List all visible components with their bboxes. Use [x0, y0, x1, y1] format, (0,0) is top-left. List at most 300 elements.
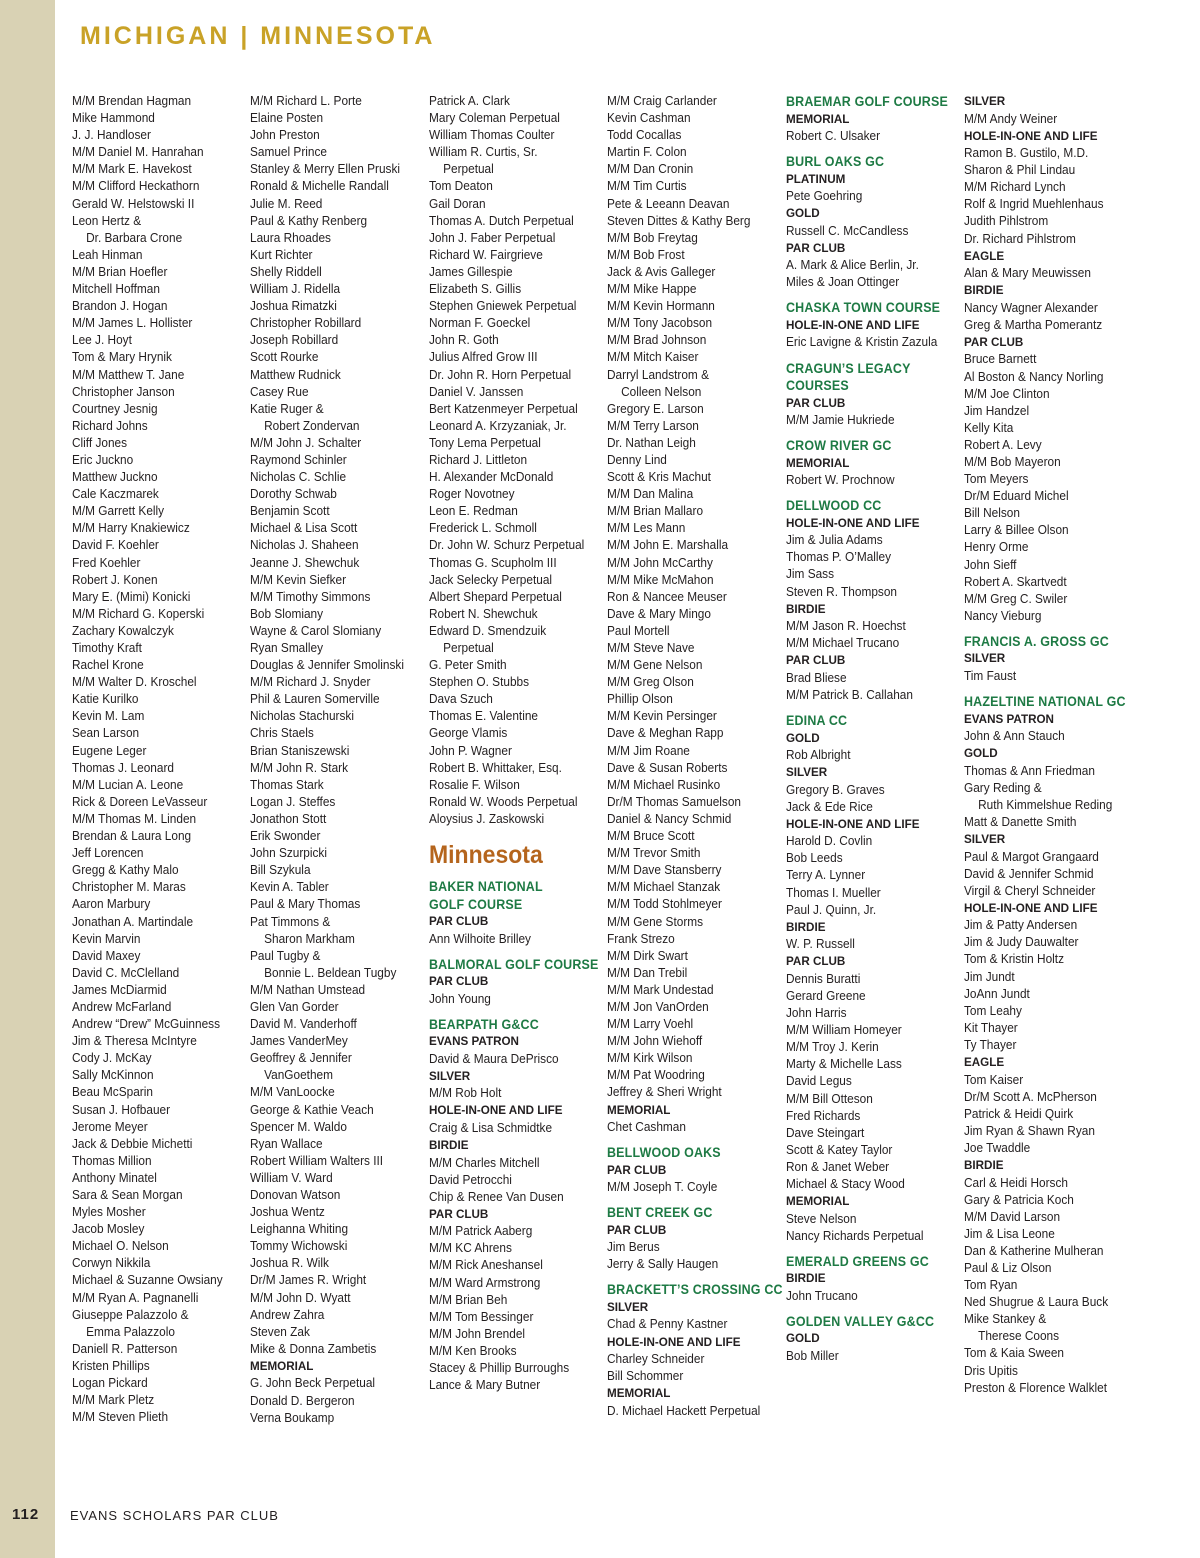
- donor-name: Tom & Mary Hrynik: [72, 350, 172, 365]
- donor-name: Kevin Marvin: [72, 931, 141, 946]
- donor-name: Leighanna Whiting: [250, 1222, 349, 1237]
- column-5: [786, 93, 962, 1365]
- giving-level-heading: BIRDIE: [786, 1271, 826, 1286]
- page-number: 112: [12, 1506, 40, 1523]
- donor-name: M/M David Larson: [964, 1209, 1061, 1224]
- donor-name: M/M John Wiehoff: [607, 1034, 703, 1049]
- giving-level-heading: HOLE-IN-ONE AND LIFE: [786, 816, 920, 831]
- donor-name: M/M Brian Mallaro: [607, 504, 704, 519]
- donor-name: Miles & Joan Ottinger: [786, 275, 900, 290]
- donor-name: Courtney Jesnig: [72, 401, 158, 416]
- donor-name: M/M Jason R. Hoechst: [786, 619, 906, 634]
- donor-name: John Young: [429, 991, 491, 1006]
- donor-name: Giuseppe Palazzolo &: [72, 1307, 189, 1322]
- donor-name: M/M Mark Pletz: [72, 1393, 155, 1408]
- donor-name: Tony Lema Perpetual: [429, 435, 541, 450]
- donor-name: Mary Coleman Perpetual: [429, 111, 560, 126]
- donor-name: Donald D. Bergeron: [250, 1393, 355, 1408]
- club-heading: FRANCIS A. GROSS GC: [964, 633, 1109, 649]
- donor-name: Jack Selecky Perpetual: [429, 572, 553, 587]
- donor-name: Denny Lind: [607, 452, 667, 467]
- donor-name: M/M Charles Mitchell: [429, 1155, 540, 1170]
- donor-name: Nancy Richards Perpetual: [786, 1228, 924, 1243]
- donor-name: Jim Ryan & Shawn Ryan: [964, 1123, 1095, 1138]
- donor-name: M/M Clifford Heckathorn: [72, 179, 200, 194]
- club-heading: BEARPATH G&CC: [429, 1016, 539, 1032]
- donor-name: Jim & Julia Adams: [786, 533, 883, 548]
- donor-name: Tom Leahy: [964, 1003, 1022, 1018]
- donor-name: Daniel & Nancy Schmid: [607, 811, 732, 826]
- donor-name: M/M Dan Cronin: [607, 162, 694, 177]
- donor-name: Ruth Kimmelshue Reding: [978, 797, 1113, 812]
- donor-name: Jack & Avis Galleger: [607, 264, 716, 279]
- donor-name: M/M Craig Carlander: [607, 94, 717, 108]
- donor-name: M/M Bob Mayeron: [964, 455, 1061, 469]
- donor-name: Zachary Kowalczyk: [72, 623, 174, 638]
- donor-name: Richard W. Fairgrieve: [429, 247, 543, 262]
- donor-name: Dave & Susan Roberts: [607, 760, 728, 775]
- giving-level-heading: EAGLE: [964, 1055, 1005, 1070]
- donor-name: M/M Tony Jacobson: [607, 316, 713, 331]
- donor-name: Eric Lavigne & Kristin Zazula: [786, 335, 938, 350]
- donor-name: Sara & Sean Morgan: [72, 1188, 183, 1202]
- donor-list-columns: [72, 93, 1192, 1493]
- donor-name: Christopher M. Maras: [72, 880, 186, 895]
- donor-name: Ty Thayer: [964, 1037, 1017, 1052]
- donor-name: Thomas I. Mueller: [786, 885, 881, 900]
- footer-publication-title: EVANS SCHOLARS PAR CLUB: [70, 1508, 279, 1523]
- club-heading: BURL OAKS GC: [786, 154, 885, 170]
- donor-name: Albert Shepard Perpetual: [429, 589, 562, 604]
- donor-name: Jerry & Sally Haugen: [607, 1257, 719, 1272]
- donor-name: Russell C. McCandless: [786, 223, 909, 238]
- donor-name: M/M William Homeyer: [786, 1023, 902, 1038]
- donor-name: Jacob Mosley: [72, 1222, 145, 1237]
- donor-name: M/M Jim Roane: [607, 743, 690, 758]
- donor-name: A. Mark & Alice Berlin, Jr.: [786, 258, 919, 273]
- donor-name: M/M Terry Larson: [607, 418, 699, 433]
- giving-level-heading: GOLD: [786, 1331, 820, 1346]
- donor-name: VanGoethem: [264, 1068, 333, 1083]
- donor-name: John Szurpicki: [250, 846, 327, 861]
- donor-name: M/M Richard L. Porte: [250, 94, 362, 108]
- donor-name: Chad & Penny Kastner: [607, 1317, 728, 1332]
- donor-name: Paul & Liz Olson: [964, 1260, 1052, 1275]
- donor-name: M/M Brendan Hagman: [72, 94, 192, 108]
- donor-name: Gregg & Kathy Malo: [72, 863, 179, 878]
- donor-name: Steven Dittes & Kathy Berg: [607, 213, 751, 228]
- donor-name: M/M Les Mann: [607, 521, 686, 536]
- donor-name: John P. Wagner: [429, 743, 512, 758]
- donor-name: Leonard A. Krzyzaniak, Jr.: [429, 418, 567, 433]
- donor-name: M/M Tom Bessinger: [429, 1309, 534, 1324]
- donor-name: Nicholas Stachurski: [250, 709, 354, 724]
- donor-name: David & Maura DePrisco: [429, 1051, 559, 1066]
- donor-name: Dr. Richard Pihlstrom: [964, 231, 1076, 246]
- page-margin-bar: [0, 0, 55, 1558]
- donor-name: M/M Greg Olson: [607, 675, 694, 690]
- donor-name: Dava Szuch: [429, 692, 493, 707]
- giving-level-heading: PAR CLUB: [786, 653, 846, 668]
- donor-name: John Trucano: [786, 1288, 858, 1303]
- donor-name: Emma Palazzolo: [86, 1324, 175, 1339]
- giving-level-heading: MEMORIAL: [786, 455, 850, 470]
- donor-name: M/M Rob Holt: [429, 1086, 502, 1101]
- donor-name: M/M Michael Rusinko: [607, 777, 721, 792]
- giving-level-heading: BIRDIE: [964, 283, 1004, 298]
- donor-name: William V. Ward: [250, 1170, 333, 1185]
- donor-name: Greg & Martha Pomerantz: [964, 317, 1103, 332]
- donor-name: Cliff Jones: [72, 435, 128, 450]
- donor-name: Verna Boukamp: [250, 1410, 335, 1425]
- donor-name: Matt & Danette Smith: [964, 814, 1077, 829]
- donor-name: Perpetual: [443, 162, 494, 177]
- donor-name: David C. McClelland: [72, 965, 180, 980]
- donor-name: Gail Doran: [429, 196, 486, 211]
- donor-name: M/M Mitch Kaiser: [607, 350, 699, 365]
- donor-name: Dave Steingart: [786, 1125, 865, 1140]
- club-heading: GOLDEN VALLEY G&CC: [786, 1313, 935, 1329]
- donor-name: M/M Tim Curtis: [607, 179, 687, 194]
- donor-name: M/M Daniel M. Hanrahan: [72, 145, 204, 160]
- giving-level-heading: BIRDIE: [964, 1158, 1004, 1172]
- donor-name: Charley Schneider: [607, 1352, 705, 1366]
- club-heading: HAZELTINE NATIONAL GC: [964, 694, 1126, 710]
- donor-name: Gary & Patricia Koch: [964, 1192, 1074, 1207]
- donor-name: M/M Richard J. Snyder: [250, 675, 371, 690]
- giving-level-heading: HOLE-IN-ONE AND LIFE: [786, 515, 920, 530]
- donor-name: M/M Kirk Wilson: [607, 1051, 693, 1066]
- donor-name: Chris Staels: [250, 726, 314, 741]
- donor-name: Susan J. Hofbauer: [72, 1102, 171, 1117]
- donor-name: Thomas Stark: [250, 777, 324, 792]
- donor-name: Gregory B. Graves: [786, 782, 885, 797]
- donor-name: Dorothy Schwab: [250, 487, 337, 502]
- giving-level-heading: SILVER: [964, 94, 1006, 108]
- donor-name: Chip & Renee Van Dusen: [429, 1189, 564, 1204]
- donor-name: Nancy Wagner Alexander: [964, 300, 1098, 315]
- donor-name: Carl & Heidi Horsch: [964, 1175, 1068, 1190]
- donor-name: James McDiarmid: [72, 982, 167, 997]
- donor-name: John R. Goth: [429, 333, 499, 348]
- donor-name: Brandon J. Hogan: [72, 299, 168, 314]
- donor-name: Lee J. Hoyt: [72, 333, 132, 348]
- donor-name: Craig & Lisa Schmidtke: [429, 1120, 553, 1135]
- donor-name: M/M Michael Stanzak: [607, 880, 721, 895]
- donor-name: Andrew “Drew” McGuinness: [72, 1017, 221, 1032]
- donor-name: Cody J. McKay: [72, 1051, 152, 1066]
- donor-name: Christopher Robillard: [250, 316, 362, 331]
- donor-name: Sean Larson: [72, 726, 140, 741]
- donor-name: Timothy Kraft: [72, 641, 142, 655]
- donor-name: Dr/M James R. Wright: [250, 1273, 367, 1288]
- donor-name: Ronald & Michelle Randall: [250, 179, 389, 194]
- giving-level-heading: MEMORIAL: [250, 1358, 314, 1373]
- donor-name: Jim & Patty Andersen: [964, 918, 1078, 933]
- donor-name: Harold D. Covlin: [786, 834, 873, 849]
- club-heading: GOLF COURSE: [429, 896, 523, 912]
- giving-level-heading: SILVER: [429, 1068, 471, 1083]
- donor-name: Jonathan A. Martindale: [72, 914, 194, 929]
- donor-name: M/M Greg C. Swiler: [964, 591, 1068, 606]
- page-title: MICHIGAN | MINNESOTA: [80, 22, 436, 50]
- donor-name: Jack & Debbie Michetti: [72, 1136, 193, 1151]
- donor-name: Bob Miller: [786, 1348, 839, 1363]
- giving-level-heading: HOLE-IN-ONE AND LIFE: [786, 317, 920, 332]
- donor-name: Stanley & Merry Ellen Pruski: [250, 162, 401, 177]
- donor-name: M/M James L. Hollister: [72, 316, 193, 331]
- donor-name: Jim Handzel: [964, 403, 1030, 418]
- donor-name: Julie M. Reed: [250, 196, 323, 211]
- donor-name: Al Boston & Nancy Norling: [964, 369, 1104, 384]
- donor-name: Matthew Rudnick: [250, 367, 341, 382]
- club-heading: BRAEMAR GOLF COURSE: [786, 94, 948, 109]
- donor-name: Michael O. Nelson: [72, 1239, 169, 1254]
- donor-name: Jeanne J. Shewchuk: [250, 555, 360, 570]
- donor-name: Glen Van Gorder: [250, 999, 339, 1014]
- donor-name: Ann Wilhoite Brilley: [429, 931, 531, 946]
- club-heading: BENT CREEK GC: [607, 1205, 713, 1221]
- donor-name: M/M Patrick B. Callahan: [786, 687, 913, 702]
- donor-name: Frederick L. Schmoll: [429, 521, 537, 536]
- donor-name: D. Michael Hackett Perpetual: [607, 1403, 761, 1418]
- giving-level-heading: MEMORIAL: [607, 1386, 671, 1401]
- donor-name: M/M Trevor Smith: [607, 846, 701, 861]
- donor-name: Rosalie F. Wilson: [429, 777, 520, 792]
- giving-level-heading: MEMORIAL: [786, 1194, 850, 1209]
- donor-name: Erik Swonder: [250, 829, 321, 844]
- donor-name: Ron & Janet Weber: [786, 1159, 890, 1174]
- donor-name: Lance & Mary Butner: [429, 1378, 541, 1393]
- donor-name: H. Alexander McDonald: [429, 470, 554, 485]
- donor-name: Wayne & Carol Slomiany: [250, 623, 382, 638]
- donor-name: Samuel Prince: [250, 145, 327, 160]
- donor-name: Anthony Minatel: [72, 1170, 157, 1185]
- donor-name: Katie Ruger &: [250, 401, 324, 416]
- donor-name: Ned Shugrue & Laura Buck: [964, 1295, 1109, 1310]
- club-heading: DELLWOOD CC: [786, 498, 882, 514]
- donor-name: Eugene Leger: [72, 743, 147, 758]
- donor-name: Stacey & Phillip Burroughs: [429, 1361, 570, 1376]
- donor-name: Joshua Rimatzki: [250, 299, 337, 314]
- club-heading: EDINA CC: [786, 713, 848, 728]
- donor-name: Sharon Markham: [264, 931, 355, 946]
- donor-name: Scott & Kris Machut: [607, 470, 711, 485]
- donor-name: M/M John D. Wyatt: [250, 1290, 351, 1305]
- donor-name: Henry Orme: [964, 540, 1029, 555]
- donor-name: Perpetual: [443, 641, 494, 655]
- donor-name: Jim & Judy Dauwalter: [964, 935, 1079, 950]
- donor-name: M/M Gene Nelson: [607, 658, 703, 673]
- column-3: [429, 93, 605, 1394]
- donor-name: James Gillespie: [429, 264, 513, 279]
- donor-name: Leon Hertz &: [72, 213, 142, 228]
- donor-name: Julius Alfred Grow III: [429, 350, 538, 365]
- donor-name: Joe Twaddle: [964, 1140, 1031, 1155]
- donor-name: Steve Nelson: [786, 1211, 857, 1226]
- donor-name: Laura Rhoades: [250, 230, 331, 245]
- donor-name: Ron & Nancee Meuser: [607, 589, 727, 604]
- donor-name: M/M Kevin Hormann: [607, 299, 715, 314]
- donor-name: Dris Upitis: [964, 1363, 1018, 1378]
- donor-name: Gregory E. Larson: [607, 401, 704, 416]
- giving-level-heading: SILVER: [964, 832, 1006, 846]
- donor-name: George & Kathie Veach: [250, 1102, 374, 1117]
- donor-name: Todd Cocallas: [607, 128, 682, 143]
- donor-name: M/M Steve Nave: [607, 641, 695, 655]
- donor-name: Douglas & Jennifer Smolinski: [250, 658, 404, 673]
- donor-name: Kelly Kita: [964, 420, 1014, 435]
- donor-name: M/M Pat Woodring: [607, 1068, 705, 1083]
- giving-level-heading: PLATINUM: [786, 171, 846, 186]
- donor-name: M/M John R. Stark: [250, 760, 349, 775]
- donor-name: Robert W. Prochnow: [786, 473, 895, 488]
- donor-name: Robert Zondervan: [264, 418, 360, 433]
- donor-name: M/M Kevin Siefker: [250, 572, 347, 587]
- donor-name: David & Jennifer Schmid: [964, 866, 1094, 881]
- donor-name: Bill Nelson: [964, 506, 1020, 521]
- donor-name: Tom Ryan: [964, 1278, 1018, 1293]
- club-heading: CRAGUN’S LEGACY: [786, 360, 911, 376]
- giving-level-heading: BIRDIE: [429, 1138, 469, 1152]
- donor-name: Shelly Riddell: [250, 264, 322, 279]
- column-2: [250, 93, 426, 1427]
- donor-name: Daniel V. Janssen: [429, 384, 524, 399]
- donor-name: David Legus: [786, 1074, 852, 1089]
- donor-name: Paul & Mary Thomas: [250, 897, 361, 912]
- donor-name: Colleen Nelson: [621, 384, 702, 399]
- donor-name: M/M Michael Trucano: [786, 636, 900, 651]
- giving-level-heading: PAR CLUB: [429, 974, 489, 989]
- donor-name: Kristen Phillips: [72, 1358, 150, 1373]
- giving-level-heading: HOLE-IN-ONE AND LIFE: [607, 1334, 741, 1349]
- donor-name: Steven Zak: [250, 1324, 310, 1339]
- donor-name: Robert William Walters III: [250, 1153, 384, 1168]
- donor-name: Michael & Suzanne Owsiany: [72, 1273, 223, 1288]
- donor-name: Michael & Lisa Scott: [250, 521, 358, 536]
- donor-name: Spencer M. Waldo: [250, 1119, 347, 1134]
- donor-name: Paul & Kathy Renberg: [250, 213, 368, 228]
- donor-name: Richard J. Littleton: [429, 452, 528, 467]
- donor-name: William Thomas Coulter: [429, 128, 555, 143]
- donor-name: Aaron Marbury: [72, 897, 151, 912]
- donor-name: M/M Harry Knakiewicz: [72, 521, 190, 536]
- donor-name: Leon E. Redman: [429, 504, 518, 519]
- giving-level-heading: SILVER: [607, 1299, 649, 1314]
- donor-name: Gerald W. Helstowski II: [72, 196, 195, 211]
- donor-name: M/M Steven Plieth: [72, 1410, 169, 1425]
- donor-name: Thomas J. Leonard: [72, 760, 175, 775]
- donor-name: M/M Bruce Scott: [607, 829, 695, 844]
- donor-name: Rob Albright: [786, 748, 851, 762]
- donor-name: Thomas P. O’Malley: [786, 550, 892, 565]
- donor-name: Donovan Watson: [250, 1188, 341, 1202]
- donor-name: Norman F. Goeckel: [429, 316, 531, 331]
- donor-name: Robert J. Konen: [72, 572, 158, 587]
- donor-name: Pete Goehring: [786, 189, 863, 204]
- donor-name: M/M Patrick Aaberg: [429, 1224, 533, 1239]
- donor-name: Kit Thayer: [964, 1020, 1018, 1035]
- donor-name: Elaine Posten: [250, 111, 324, 126]
- donor-name: M/M Brian Hoefler: [72, 264, 168, 279]
- donor-name: Nicholas J. Shaheen: [250, 538, 359, 553]
- donor-name: M/M Mike McMahon: [607, 572, 714, 587]
- giving-level-heading: SILVER: [786, 765, 828, 780]
- club-heading: BAKER NATIONAL: [429, 879, 543, 895]
- donor-name: Robert A. Skartvedt: [964, 574, 1067, 589]
- donor-name: Darryl Landstrom &: [607, 367, 709, 382]
- donor-name: M/M Andy Weiner: [964, 111, 1058, 126]
- donor-name: M/M Ken Brooks: [429, 1343, 517, 1358]
- donor-name: Bill Szykula: [250, 863, 311, 878]
- giving-level-heading: PAR CLUB: [786, 240, 846, 255]
- donor-name: Paul J. Quinn, Jr.: [786, 902, 877, 917]
- donor-name: W. P. Russell: [786, 937, 855, 952]
- giving-level-heading: GOLD: [786, 206, 820, 221]
- donor-name: John Sieff: [964, 557, 1017, 572]
- donor-name: M/M Garrett Kelly: [72, 504, 165, 519]
- donor-name: Jerome Meyer: [72, 1119, 148, 1134]
- donor-name: Pat Timmons &: [250, 914, 331, 929]
- donor-name: Thomas G. Scupholm III: [429, 555, 557, 570]
- donor-name: Ryan Smalley: [250, 641, 324, 655]
- donor-name: Fred Koehler: [72, 555, 141, 570]
- donor-name: Aloysius J. Zaskowski: [429, 811, 545, 826]
- donor-name: Eric Juckno: [72, 452, 134, 467]
- donor-name: M/M VanLoocke: [250, 1085, 335, 1100]
- donor-name: M/M Jon VanOrden: [607, 999, 709, 1014]
- donor-name: M/M Bill Otteson: [786, 1091, 873, 1106]
- donor-name: Tom Deaton: [429, 179, 493, 194]
- donor-name: Bruce Barnett: [964, 352, 1037, 367]
- donor-name: Rolf & Ingrid Muehlenhaus: [964, 197, 1104, 212]
- donor-name: Bob Leeds: [786, 851, 843, 866]
- donor-name: Ronald W. Woods Perpetual: [429, 794, 578, 809]
- giving-level-heading: HOLE-IN-ONE AND LIFE: [964, 900, 1098, 915]
- donor-name: M/M Troy J. Kerin: [786, 1040, 879, 1055]
- donor-name: Beau McSparin: [72, 1085, 153, 1100]
- donor-name: M/M Ward Armstrong: [429, 1275, 541, 1290]
- donor-name: Paul Mortell: [607, 623, 670, 638]
- donor-name: Geoffrey & Jennifer: [250, 1051, 352, 1066]
- donor-name: M/M John McCarthy: [607, 555, 713, 570]
- giving-level-heading: MEMORIAL: [607, 1102, 671, 1117]
- donor-name: Katie Kurilko: [72, 692, 139, 707]
- donor-name: Marty & Michelle Lass: [786, 1057, 902, 1072]
- donor-name: Dan & Katherine Mulheran: [964, 1243, 1104, 1258]
- donor-name: Preston & Florence Walklet: [964, 1380, 1107, 1395]
- club-heading: CHASKA TOWN COURSE: [786, 300, 941, 316]
- donor-name: M/M Brian Beh: [429, 1292, 508, 1307]
- donor-name: Tom & Kaia Sween: [964, 1346, 1065, 1361]
- donor-name: G. John Beck Perpetual: [250, 1376, 376, 1391]
- donor-name: Dr/M Scott A. McPherson: [964, 1089, 1097, 1104]
- donor-name: M/M Richard Lynch: [964, 180, 1066, 195]
- donor-name: Frank Strezo: [607, 931, 675, 946]
- donor-name: Ryan Wallace: [250, 1136, 323, 1151]
- donor-name: Alan & Mary Meuwissen: [964, 266, 1091, 281]
- donor-name: Kevin M. Lam: [72, 709, 145, 724]
- donor-name: Thomas A. Dutch Perpetual: [429, 213, 574, 228]
- donor-name: Dave & Meghan Rapp: [607, 726, 724, 741]
- donor-name: Benjamin Scott: [250, 504, 330, 519]
- donor-name: Chet Cashman: [607, 1120, 686, 1135]
- donor-name: Brendan & Laura Long: [72, 829, 192, 844]
- donor-name: Thomas Million: [72, 1153, 152, 1168]
- column-1: [72, 93, 248, 1426]
- donor-name: M/M Joseph T. Coyle: [607, 1180, 718, 1195]
- donor-name: Cale Kaczmarek: [72, 487, 159, 502]
